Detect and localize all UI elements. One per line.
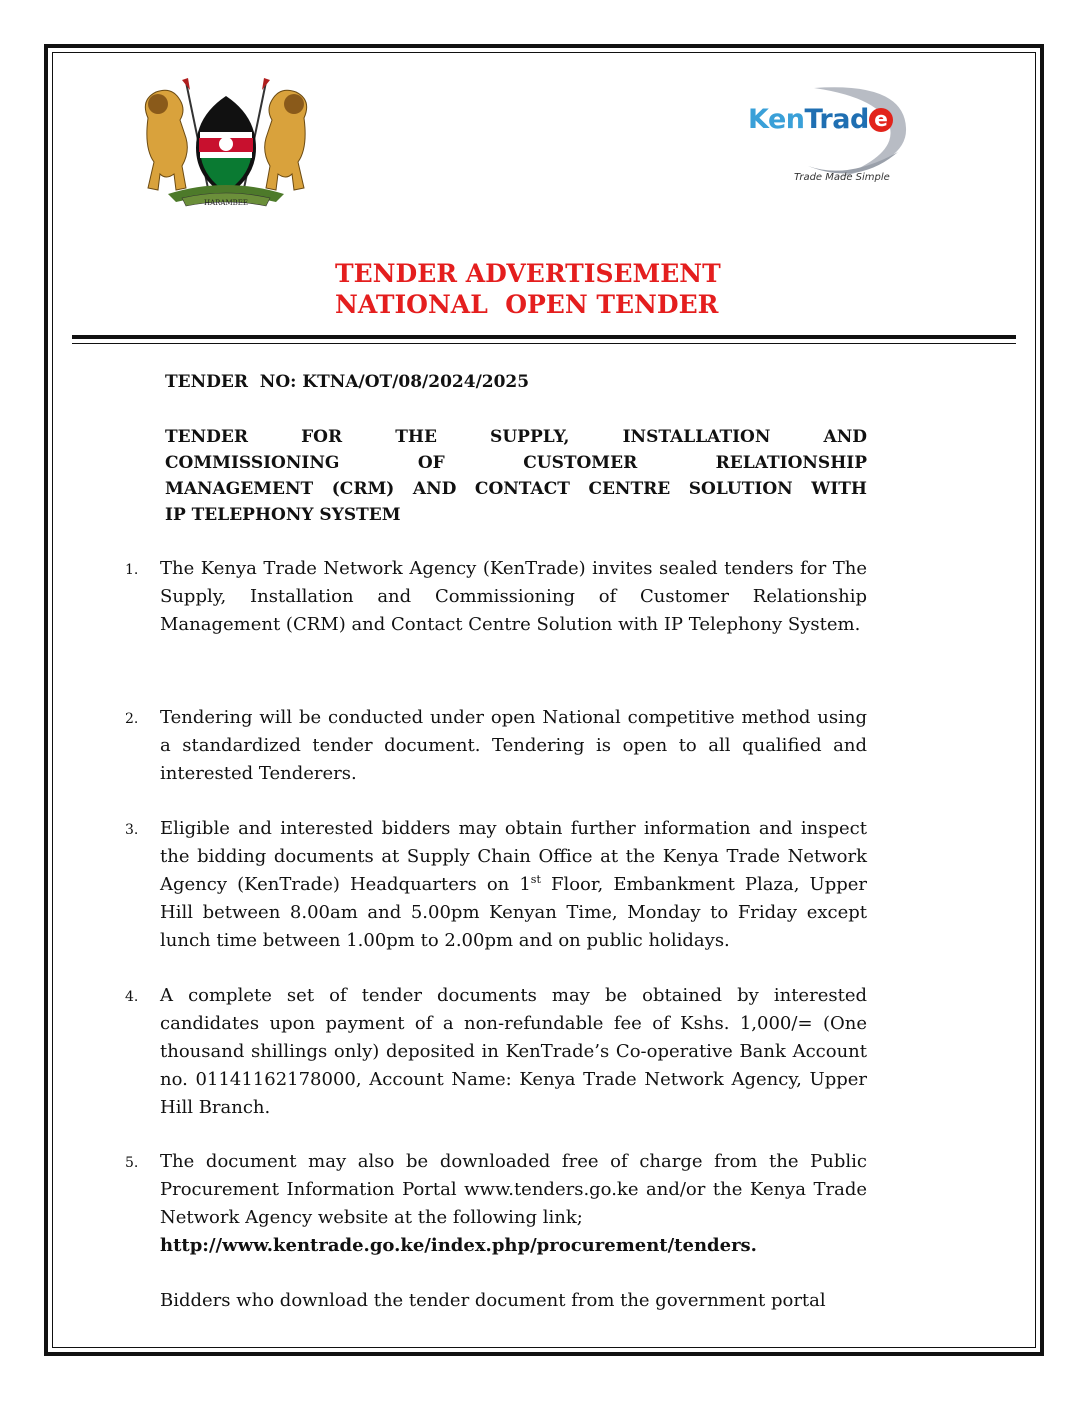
subject-line: MANAGEMENT (CRM) AND CONTACT CENTRE SOLUTION WITH (165, 479, 867, 499)
item-text: Eligible and interested bidders may obtain further information and inspect the bidding documents at Supply Chain Office at the Kenya Trade Network Agency (KenTrade) Headquarters on 1st Floor, Embankment Plaza, Upper Hill between 8.00am and 5.00pm Kenyan Time, Monday to Friday except lunch time between 1.00pm to 2.00pm and on public holidays. (160, 818, 867, 951)
tenders-link[interactable]: http://www.kentrade.go.ke/index.php/procurement/tenders. (160, 1235, 757, 1256)
trailing-paragraph (125, 1287, 867, 1315)
coat-motto: HARAMBEE (203, 199, 249, 207)
kentrade-logo (744, 82, 916, 192)
list-item (125, 555, 867, 639)
list-item (125, 982, 867, 1122)
item-text: Bidders who download the tender document from the government portal (160, 1290, 826, 1311)
logo-tagline: Trade Made Simple (794, 172, 890, 183)
item-number: 5. (125, 1155, 139, 1171)
tender-number: TENDER NO: KTNA/OT/08/2024/2025 (165, 372, 530, 392)
divider-thin (72, 343, 1016, 344)
item-number: 3. (125, 822, 139, 838)
item-number: 4. (125, 989, 139, 1005)
item-text: Tendering will be conducted under open National competitive method using a standardized tender document. Tendering is open to all qualified and interested Tenderers. (160, 707, 867, 784)
item-text: The document may also be downloaded free of charge from the Public Procurement Information Portal www.tenders.go.ke and/or the Kenya Trade Network Agency website at the following link; http://www.kentrade.go.ke/index.php/procurement/tenders. (160, 1151, 867, 1256)
item-number: 2. (125, 711, 139, 727)
title-line-2: NATIONAL OPEN TENDER (335, 290, 719, 319)
subject-line: COMMISSIONING OF CUSTOMER RELATIONSHIP (165, 453, 867, 473)
list-item (125, 704, 867, 788)
logo-wordmark: KenTrad e (748, 104, 893, 135)
tender-subject (165, 424, 867, 528)
title-line-1: TENDER ADVERTISEMENT (335, 259, 721, 288)
subject-line: IP TELEPHONY SYSTEM (165, 505, 401, 525)
list-item (125, 1148, 867, 1260)
subject-line: TENDER FOR THE SUPPLY, INSTALLATION AND (165, 427, 867, 447)
kenya-coat-of-arms (128, 78, 324, 212)
divider-thick (72, 335, 1016, 339)
item-number: 1. (125, 562, 139, 578)
item-text: A complete set of tender documents may be obtained by interested candidates upon payment of a non-refundable fee of Kshs. 1,000/= (One thousand shillings only) deposited in KenTrade’s Co-operative Bank Account no. 01141162178000, Account Name: Kenya Trade Network Agency, Upper Hill Branch. (160, 985, 867, 1118)
item-text: The Kenya Trade Network Agency (KenTrade) invites sealed tenders for The Supply, Installation and Commissioning of Customer Relationship Management (CRM) and Contact Centre Solution with IP Telephony System. (160, 558, 867, 635)
list-item (125, 815, 867, 955)
page-title (335, 258, 721, 320)
